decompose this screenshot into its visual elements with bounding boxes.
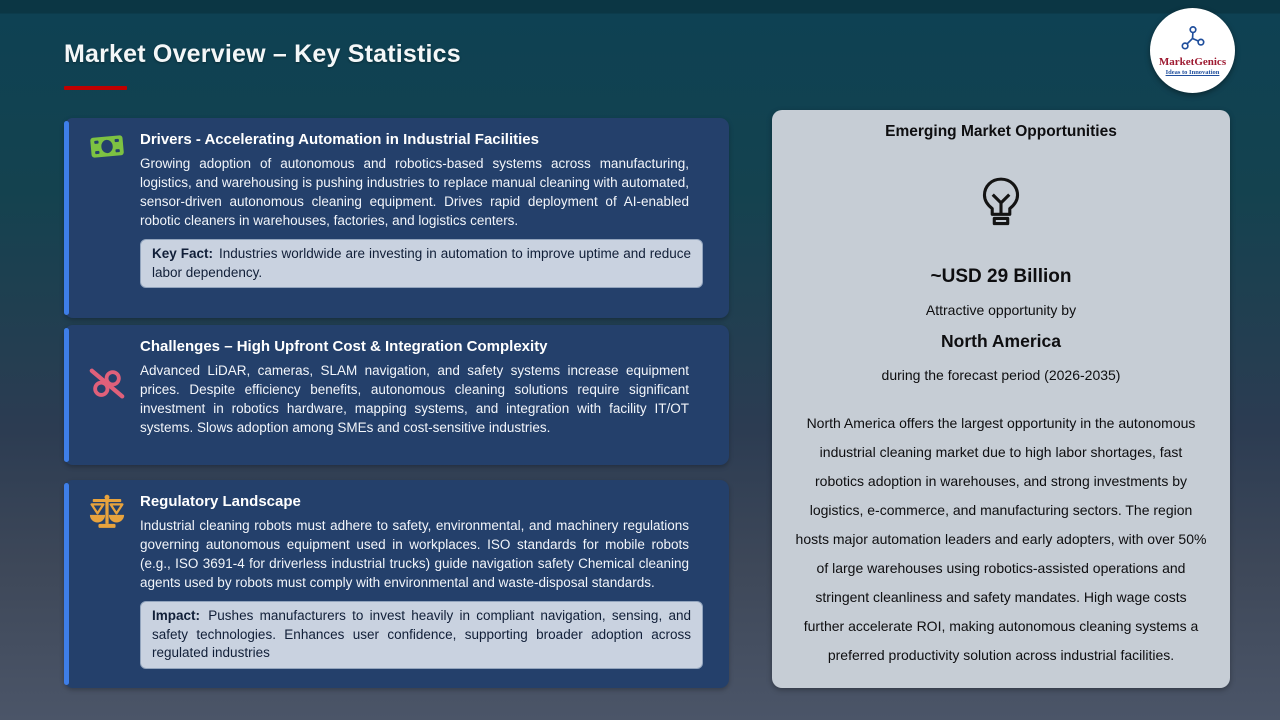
panel-title: Emerging Market Opportunities xyxy=(885,123,1117,140)
opportunity-panel xyxy=(772,110,1230,688)
cards-column xyxy=(64,118,729,688)
impact-text: Pushes manufacturers to invest heavily in compliant navigation, sensing, and safety technologies. Enhances user confidence, supporting broader adoption across regulated industries xyxy=(152,608,691,660)
key-fact-label: Key Fact: xyxy=(152,246,213,261)
card-title: Challenges – High Upfront Cost & Integration Complexity xyxy=(140,338,548,355)
impact-box xyxy=(140,601,703,669)
broken-link-icon xyxy=(88,391,126,408)
brand-tagline: Ideas to Innovation xyxy=(1165,68,1220,76)
card-body: Growing adoption of autonomous and robotics-based systems across manufacturing, logistics, and warehousing is pushing industries to replace manual cleaning with automated, sensor-driven autonomous cleaning equipment. Drives rapid deployment of AI-enabled robotic cleaners in warehouses, factories, and logistics centers. xyxy=(140,156,689,228)
page-title: Market Overview – Key Statistics xyxy=(64,40,461,68)
title-underline xyxy=(64,86,127,90)
balance-scale-icon xyxy=(88,518,126,535)
opportunity-description: North America offers the largest opportunity in the autonomous industrial cleaning market due to high labor shortages, fast robotics adoption in warehouses, and strong investments by logistics, e-commerce, and manufacturing sectors. The region hosts major automation leaders and early adopters, with over 50% of large warehouses using robotics-assisted operations and stringent cleanliness and safety mandates. High wage costs further accelerate ROI, making autonomous cleaning systems a preferred productivity solution across industrial facilities. xyxy=(795,415,1207,663)
opportunity-period: during the forecast period (2026-2035) xyxy=(881,367,1121,383)
brand-name: MarketGenics xyxy=(1158,55,1227,68)
regulatory-card xyxy=(64,480,729,688)
key-fact-box xyxy=(140,239,703,288)
brand-logo xyxy=(1150,8,1235,93)
key-fact-text: Industries worldwide are investing in automation to improve uptime and reduce labor dependency. xyxy=(152,246,691,280)
molecule-icon xyxy=(1179,25,1207,56)
drivers-card xyxy=(64,118,729,318)
challenges-card xyxy=(64,325,729,465)
card-body: Industrial cleaning robots must adhere to safety, environmental, and machinery regulations governing autonomous equipment used in workplaces. ISO standards for mobile robots (e.g., ISO 3691-4 for driverless industrial trucks) guide navigation safety Chemical cleaning agents used by robots must comply with environmental and waste-disposal standards. xyxy=(140,518,689,590)
impact-label: Impact: xyxy=(152,608,201,623)
opportunity-value: ~USD 29 Billion xyxy=(930,266,1072,287)
card-title: Regulatory Landscape xyxy=(140,493,301,510)
opportunity-region: North America xyxy=(941,331,1061,351)
money-bill-icon xyxy=(88,148,126,165)
opportunity-subtitle: Attractive opportunity by xyxy=(925,302,1077,318)
lightbulb-icon xyxy=(794,175,1208,242)
card-body: Advanced LiDAR, cameras, SLAM navigation, and safety systems increase equipment prices. Despite efficiency benefits, autonomous cleaning solutions require significant investment in robotics hardware, mapping systems, and integration with facility IT/OT systems. Slows adoption among SMEs and cost-sensitive industries. xyxy=(140,363,689,435)
card-title: Drivers - Accelerating Automation in Industrial Facilities xyxy=(140,131,539,148)
